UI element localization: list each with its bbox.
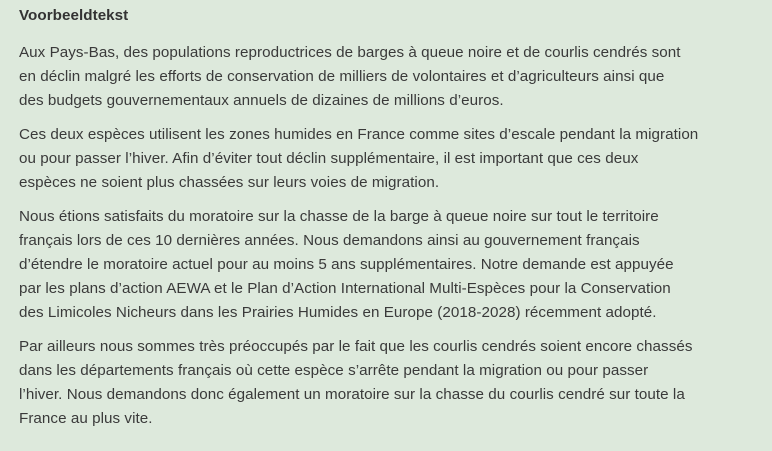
paragraph-line: France au plus vite. [19,410,153,427]
paragraph-line: ou pour passer l’hiver. Afin d’éviter tout déclin supplémentaire, il est important que ces deux [19,150,639,167]
paragraph-line: des Limicoles Nicheurs dans les Prairies Humides en Europe (2018-2028) récemment adopté. [19,304,657,321]
paragraph-line: français lors de ces 10 dernières années. Nous demandons ainsi au gouvernement français [19,232,640,249]
paragraph-line: Nous étions satisfaits du moratoire sur la chasse de la barge à queue noire sur tout le territoire [19,208,659,225]
paragraph-line: Ces deux espèces utilisent les zones humides en France comme sites d’escale pendant la migration [19,126,699,143]
panel-title: Voorbeeldtekst [19,7,129,24]
paragraph-line: espèces ne soient plus chassées sur leurs voies de migration. [19,174,440,191]
paragraph-3 [19,205,762,325]
paragraph-line: dans les départements français où cette espèce s’arrête pendant la migration ou pour passer [19,362,649,379]
paragraph-line: Par ailleurs nous sommes très préoccupés par le fait que les courlis cendrés soient encore chassés [19,338,693,355]
paragraph-line: Aux Pays-Bas, des populations reproductrices de barges à queue noire et de courlis cendrés sont [19,44,681,61]
paragraph-line: par les plans d’action AEWA et le Plan d’Action International Multi-Espèces pour la Conservation [19,280,671,297]
paragraph-2 [19,123,762,195]
paragraph-line: en déclin malgré les efforts de conservation de milliers de volontaires et d’agriculteurs ainsi que [19,68,665,85]
paragraph-1 [19,41,762,113]
paragraph-line: l’hiver. Nous demandons donc également un moratoire sur la chasse du courlis cendré sur toute la [19,386,685,403]
paragraph-line: des budgets gouvernementaux annuels de dizaines de millions d’euros. [19,92,504,109]
paragraph-line: d’étendre le moratoire actuel pour au moins 5 ans supplémentaires. Notre demande est appuyée [19,256,674,273]
paragraph-4 [19,335,762,431]
